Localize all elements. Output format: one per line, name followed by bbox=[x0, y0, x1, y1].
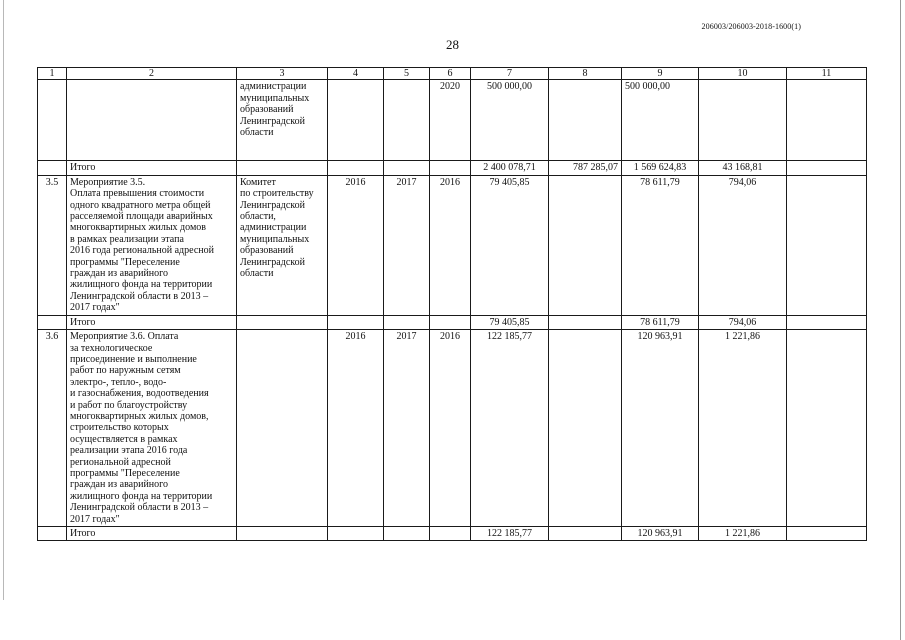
cell-total: 500 000,00 bbox=[471, 80, 549, 161]
cell-name: Мероприятие 3.5. Оплата превышения стоимости одного квадратного метра общей расселяемой площади аварийных многоквартирных жилых домов в рамках реализации этапа 2016 года региональной адресной программы "Переселение граждан из аварийного жилищного фонда на территории Ленинградской области в 2013 – 2017 годах" bbox=[67, 175, 237, 315]
cell-year-start: 2016 bbox=[328, 175, 384, 315]
table-row-total bbox=[38, 527, 867, 541]
cell-federal bbox=[549, 80, 622, 161]
cell-local bbox=[699, 80, 787, 161]
cell-name: Итого bbox=[67, 527, 237, 541]
cell-total: 79 405,85 bbox=[471, 315, 549, 329]
cell-year-end bbox=[384, 527, 430, 541]
cell-year-end bbox=[384, 80, 430, 161]
cell-year-start bbox=[328, 315, 384, 329]
cell-year-end bbox=[384, 161, 430, 175]
cell-executor bbox=[237, 161, 328, 175]
cell-year-start bbox=[328, 527, 384, 541]
column-number: 7 bbox=[471, 68, 549, 80]
column-number: 3 bbox=[237, 68, 328, 80]
cell-year bbox=[430, 161, 471, 175]
cell-name: Итого bbox=[67, 315, 237, 329]
scan-edge-left bbox=[3, 0, 4, 600]
program-table bbox=[37, 67, 867, 541]
cell-year bbox=[430, 315, 471, 329]
cell-year: 2016 bbox=[430, 175, 471, 315]
cell-num bbox=[38, 315, 67, 329]
cell-total: 122 185,77 bbox=[471, 527, 549, 541]
cell-executor: администрации муниципальных образований Ленинградской области bbox=[237, 80, 328, 161]
column-number: 8 bbox=[549, 68, 622, 80]
cell-executor bbox=[237, 330, 328, 527]
cell-local: 1 221,86 bbox=[699, 330, 787, 527]
cell-other bbox=[787, 330, 867, 527]
column-number: 11 bbox=[787, 68, 867, 80]
cell-other bbox=[787, 161, 867, 175]
cell-regional: 1 569 624,83 bbox=[622, 161, 699, 175]
cell-year-end: 2017 bbox=[384, 175, 430, 315]
cell-regional: 78 611,79 bbox=[622, 175, 699, 315]
cell-num: 3.6 bbox=[38, 330, 67, 527]
cell-federal bbox=[549, 527, 622, 541]
cell-name: Итого bbox=[67, 161, 237, 175]
cell-num bbox=[38, 527, 67, 541]
cell-other bbox=[787, 527, 867, 541]
cell-num bbox=[38, 161, 67, 175]
column-number: 10 bbox=[699, 68, 787, 80]
cell-other bbox=[787, 175, 867, 315]
cell-num bbox=[38, 80, 67, 161]
cell-regional: 120 963,91 bbox=[622, 527, 699, 541]
cell-year: 2016 bbox=[430, 330, 471, 527]
column-number: 2 bbox=[67, 68, 237, 80]
cell-federal: 787 285,07 bbox=[549, 161, 622, 175]
cell-local: 794,06 bbox=[699, 175, 787, 315]
cell-name: Мероприятие 3.6. Оплата за технологическое присоединение и выполнение работ по наружным сетям электро-, тепло-, водо- и газоснабжения, водоотведения и работ по благоустройству многоквартирных жилых домов, строительство которых осуществляется в рамках реализации этапа 2016 года региональной адресной программы "Переселение граждан из аварийного жилищного фонда на территории Ленинградской области в 2013 – 2017 годах" bbox=[67, 330, 237, 527]
cell-federal bbox=[549, 330, 622, 527]
cell-year-end: 2017 bbox=[384, 330, 430, 527]
cell-total: 122 185,77 bbox=[471, 330, 549, 527]
cell-federal bbox=[549, 175, 622, 315]
scan-edge-right bbox=[900, 0, 901, 640]
column-number: 5 bbox=[384, 68, 430, 80]
cell-local: 794,06 bbox=[699, 315, 787, 329]
cell-executor: Комитет по строительству Ленинградской области, администрации муниципальных образований Ленинградской области bbox=[237, 175, 328, 315]
page-number: 28 bbox=[446, 37, 459, 52]
cell-year-start bbox=[328, 80, 384, 161]
cell-executor bbox=[237, 527, 328, 541]
cell-other bbox=[787, 315, 867, 329]
cell-num: 3.5 bbox=[38, 175, 67, 315]
cell-year bbox=[430, 527, 471, 541]
cell-executor bbox=[237, 315, 328, 329]
cell-year: 2020 bbox=[430, 80, 471, 161]
cell-regional: 500 000,00 bbox=[622, 80, 699, 161]
cell-regional: 120 963,91 bbox=[622, 330, 699, 527]
cell-total: 2 400 078,71 bbox=[471, 161, 549, 175]
column-number: 4 bbox=[328, 68, 384, 80]
cell-year-start: 2016 bbox=[328, 330, 384, 527]
cell-year-start bbox=[328, 161, 384, 175]
cell-other bbox=[787, 80, 867, 161]
cell-local: 1 221,86 bbox=[699, 527, 787, 541]
table-row-total bbox=[38, 161, 867, 175]
cell-local: 43 168,81 bbox=[699, 161, 787, 175]
column-number-row bbox=[38, 68, 867, 80]
cell-regional: 78 611,79 bbox=[622, 315, 699, 329]
cell-year-end bbox=[384, 315, 430, 329]
column-number: 6 bbox=[430, 68, 471, 80]
table-row bbox=[38, 175, 867, 315]
cell-federal bbox=[549, 315, 622, 329]
document-id: 206003/206003-2018-1600(1) bbox=[701, 22, 801, 31]
table-row-total bbox=[38, 315, 867, 329]
cell-total: 79 405,85 bbox=[471, 175, 549, 315]
table-row bbox=[38, 330, 867, 527]
column-number: 9 bbox=[622, 68, 699, 80]
table-row bbox=[38, 80, 867, 161]
column-number: 1 bbox=[38, 68, 67, 80]
cell-name bbox=[67, 80, 237, 161]
